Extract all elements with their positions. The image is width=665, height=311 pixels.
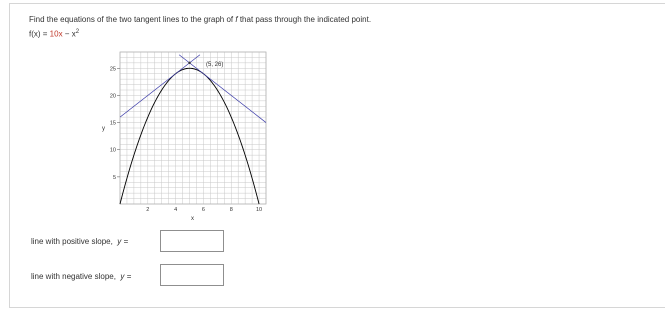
y-tick-label: 25 — [109, 66, 116, 73]
y-tick-label: 10 — [109, 147, 116, 154]
positive-y-equals: y = — [117, 237, 129, 246]
graph-grid — [120, 52, 266, 204]
question-prefix: Find the equations of the two tangent lines to the graph of — [29, 15, 236, 24]
tangent-graph — [96, 48, 276, 224]
negative-slope-label — [31, 272, 131, 281]
question-panel — [9, 3, 665, 308]
x-tick-label: 10 — [255, 207, 263, 213]
question-suffix: that pass through the indicated point. — [237, 15, 372, 24]
formula-exponent: 2 — [75, 29, 80, 35]
positive-slope-label — [31, 237, 128, 246]
graph-lines — [120, 55, 266, 204]
function-name: f — [235, 15, 238, 24]
formula-lhs: f(x) = — [29, 29, 50, 39]
negative-y-equals: y = — [120, 272, 132, 281]
negative-slope-input[interactable] — [160, 264, 224, 286]
y-tick-labels — [110, 66, 120, 181]
x-tick-label: 6 — [201, 207, 205, 213]
x-tick-labels — [146, 207, 262, 213]
negative-label-text: line with negative slope, — [31, 272, 116, 281]
formula-term2: − x — [62, 29, 76, 39]
x-tick-label: 8 — [229, 207, 233, 213]
positive-slope-input[interactable] — [160, 230, 224, 252]
question-text — [29, 15, 371, 24]
point-marker — [188, 62, 190, 64]
tangent-positive-slope — [120, 55, 200, 117]
x-tick-label: 2 — [146, 207, 150, 213]
point-label: (5, 26) — [206, 62, 224, 68]
y-axis-label: y — [102, 126, 105, 132]
function-formula — [29, 29, 79, 39]
y-tick-label: 5 — [112, 174, 116, 181]
x-axis-label: x — [191, 216, 194, 222]
formula-term1: 10x — [49, 29, 63, 39]
positive-label-text: line with positive slope, — [31, 237, 113, 246]
y-tick-label: 20 — [109, 93, 116, 100]
x-tick-label: 4 — [174, 207, 178, 213]
y-tick-label: 15 — [109, 120, 116, 127]
